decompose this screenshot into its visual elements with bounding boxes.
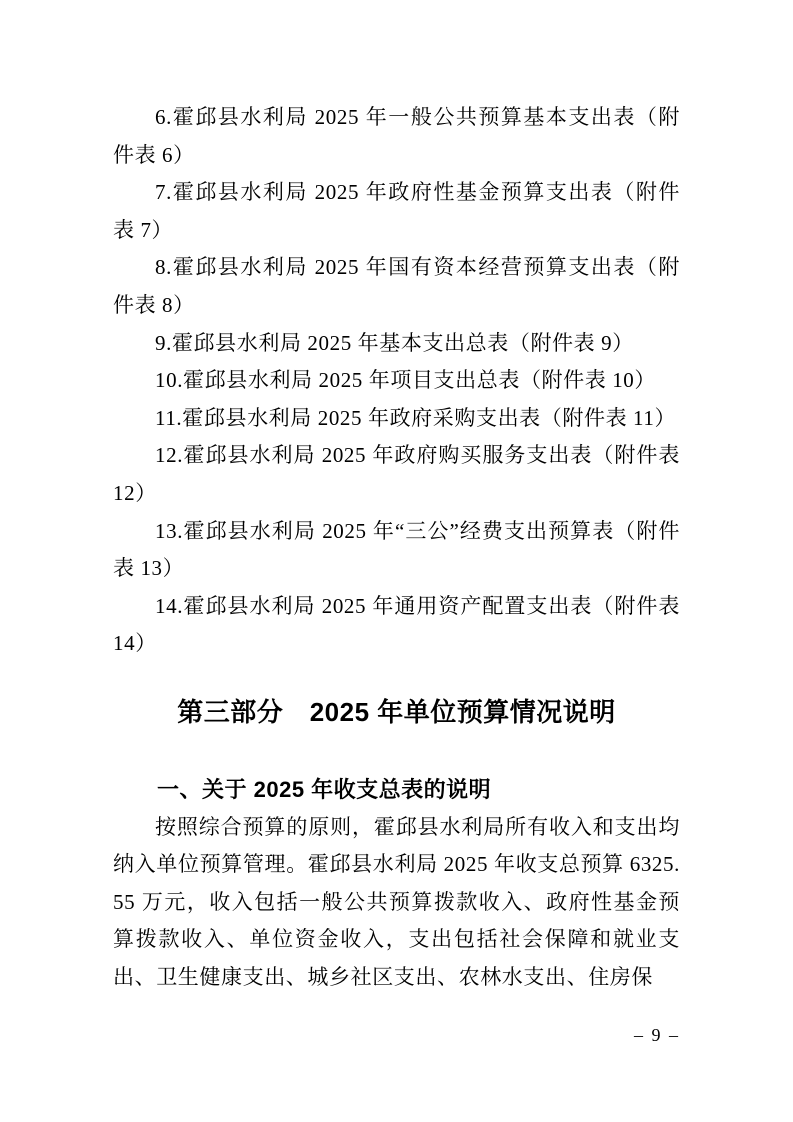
attachment-list-item: 7.霍邱县水利局 2025 年政府性基金预算支出表（附件表 7） <box>113 180 680 242</box>
subsection-heading: 一、关于 2025 年收支总表的说明 <box>157 776 492 802</box>
attachment-list-item: 9.霍邱县水利局 2025 年基本支出总表（附件表 9） <box>155 330 634 355</box>
attachment-list-item: 13.霍邱县水利局 2025 年“三公”经费支出预算表（附件表 13） <box>113 518 680 581</box>
page-number: – 9 – <box>634 1025 680 1045</box>
attachment-list-item: 11.霍邱县水利局 2025 年政府采购支出表（附件表 11） <box>155 405 677 430</box>
attachment-list-item: 8.霍邱县水利局 2025 年国有资本经营预算支出表（附件表 8） <box>113 255 680 317</box>
attachment-list-item: 6.霍邱县水利局 2025 年一般公共预算基本支出表（附件表 6） <box>113 105 680 167</box>
attachment-list-item: 10.霍邱县水利局 2025 年项目支出总表（附件表 10） <box>155 368 656 393</box>
page-content <box>113 99 680 996</box>
body-paragraph: 按照综合预算的原则，霍邱县水利局所有收入和支出均纳入单位预算管理。霍邱县水利局 2025 年收支总预算 6325.55 万元，收入包括一般公共预算拨款收入、政府性基金预算拨款收入、单位资金收入，支出包括社会保障和就业支出、卫生健康支出、城乡社区支出、农林水支出、住房保 <box>113 814 680 989</box>
section-heading: 第三部分 2025 年单位预算情况说明 <box>177 696 616 727</box>
attachment-list-item: 12.霍邱县水利局 2025 年政府购买服务支出表（附件表 12） <box>113 443 680 505</box>
attachment-list-item: 14.霍邱县水利局 2025 年通用资产配置支出表（附件表 14） <box>113 593 680 656</box>
attachment-list <box>113 99 680 663</box>
